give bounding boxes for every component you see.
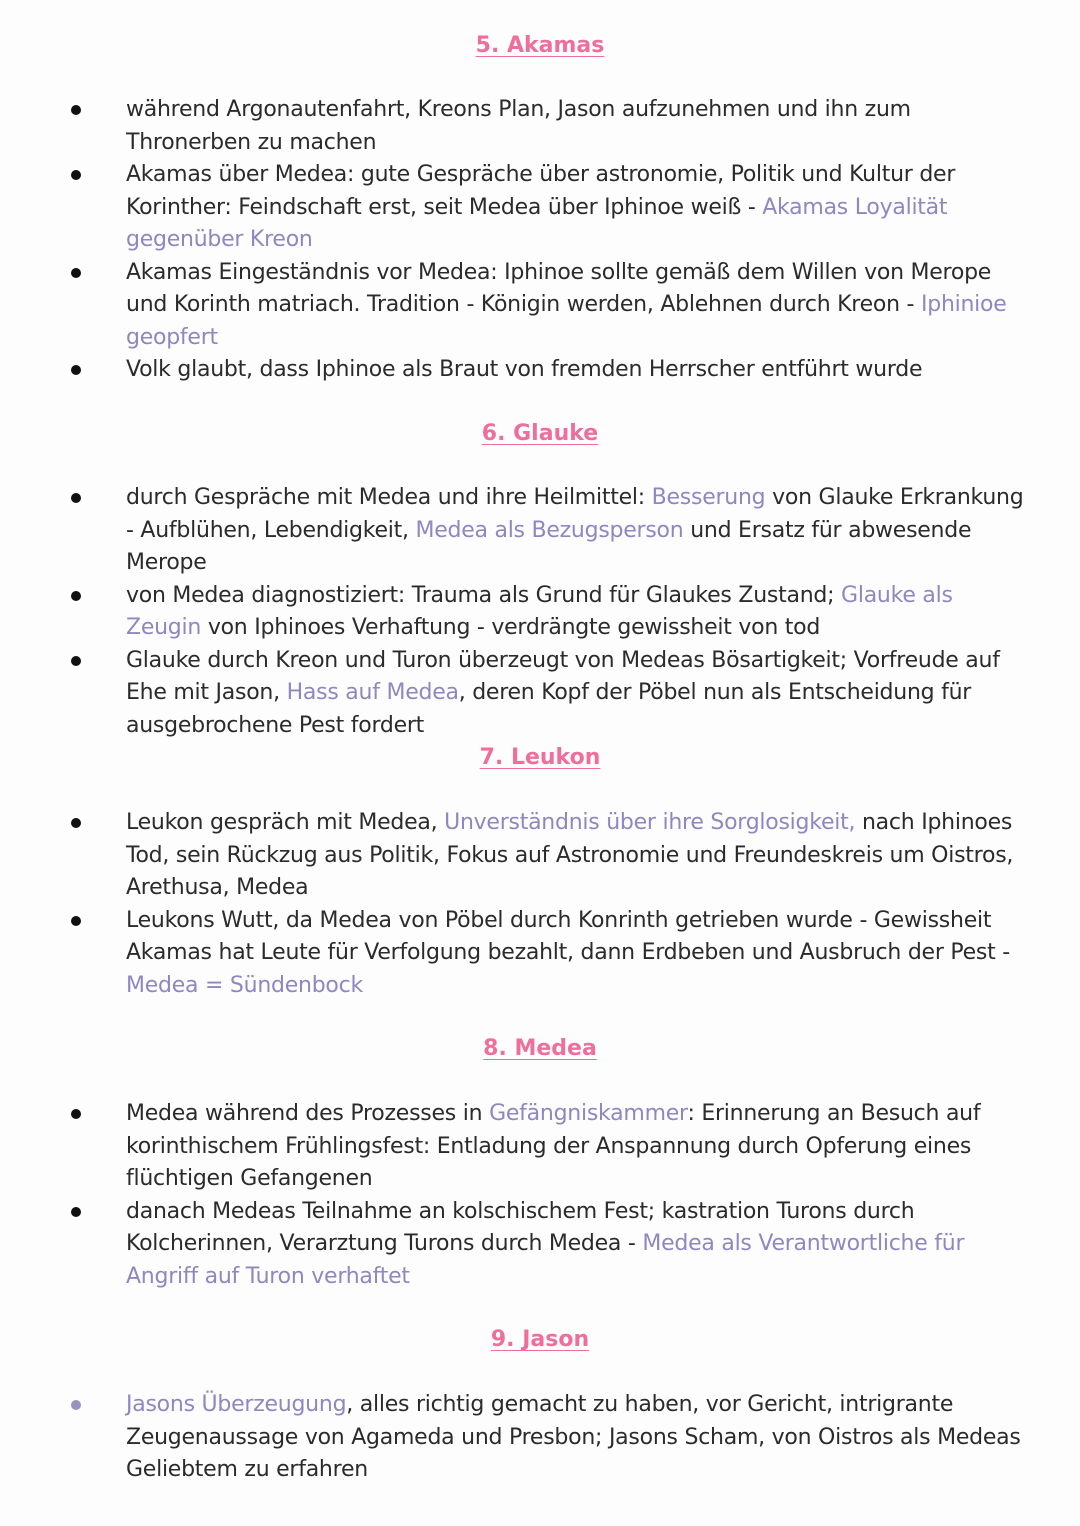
bullet-list (0, 482, 1080, 742)
list-item (0, 905, 1080, 1003)
section-leukon (0, 742, 1080, 1002)
highlighted-text: Gefängniskammer (489, 1101, 688, 1126)
bullet-icon (71, 818, 81, 828)
section-heading: 6. Glauke (481, 421, 599, 446)
highlighted-text: Akamas Loyalität gegenüber Kreon (126, 194, 948, 252)
bullet-icon (71, 656, 81, 666)
highlighted-text: Glauke als Zeugin (126, 582, 953, 640)
bullet-text: von Medea diagnostiziert: Trauma als Grund für Glaukes Zustand; (126, 582, 842, 608)
bullet-text: , alles richtig gemacht zu haben, vor Gericht, intrigrante Zeugenaussage von Agameda und Presbon; Jasons Scham, von Oistros als Medeas Geliebtem zu erfahren (126, 1392, 1021, 1482)
list-item (0, 257, 1080, 355)
bullet-text: durch Gespräche mit Medea und ihre Heilmittel: (126, 485, 652, 510)
list-item (0, 645, 1080, 743)
bullet-list (0, 94, 1080, 387)
bullet-icon (71, 365, 81, 375)
section-heading: 7. Leukon (479, 745, 601, 770)
bullet-text: , deren Kopf der Pöbel nun als Entscheidung für ausgebrochene Pest fordert (126, 680, 972, 738)
bullet-icon (71, 268, 81, 278)
highlighted-text: Medea als Bezugsperson (415, 517, 684, 543)
section-jason (0, 1324, 1080, 1487)
list-item (0, 1196, 1080, 1294)
section-heading: 5. Akamas (475, 33, 605, 58)
bullet-text: Medea während des Prozesses in (126, 1101, 490, 1126)
bullet-text: während Argonautenfahrt, Kreons Plan, Jason aufzunehmen und ihn zum Thronerben zu machen (126, 97, 911, 155)
list-item (0, 159, 1080, 257)
bullet-icon (71, 916, 81, 926)
bullet-text: Akamas über Medea: gute Gespräche über astronomie, Politik und Kultur der Korinther: Feindschaft erst, seit Medea über Iphinoe weiß - (126, 162, 956, 220)
list-item (0, 1098, 1080, 1196)
highlighted-text: Medea als Verantwortliche für Angriff auf Turon verhaftet (126, 1231, 965, 1289)
list-item (0, 807, 1080, 905)
highlighted-text: Iphinioe geopfert (126, 292, 1007, 350)
highlighted-text: Medea = Sündenbock (126, 972, 363, 998)
section-medea (0, 1033, 1080, 1293)
list-item (0, 1389, 1080, 1487)
bullet-list (0, 1389, 1080, 1487)
bullet-icon (71, 105, 81, 115)
section-glauke (0, 418, 1080, 742)
bullet-text: nach Iphinoes Tod, sein Rückzug aus Politik, Fokus auf Astronomie und Freundeskreis um Oistros, Arethusa, Medea (126, 810, 1014, 900)
bullet-list (0, 1098, 1080, 1293)
bullet-text: von Glauke Erkrankung - Aufblühen, Lebendigkeit, (126, 485, 1024, 543)
bullet-icon (71, 1207, 81, 1217)
bullet-icon (71, 591, 81, 601)
bullet-text: Leukons Wutt, da Medea von Pöbel durch Konrinth getrieben wurde - Gewissheit Akamas hat Leute für Verfolgung bezahlt, dann Erdbeben und Ausbruch der Pest - (126, 907, 1010, 965)
highlighted-text: Unverständnis über ihre Sorglosigkeit, (444, 810, 856, 835)
list-item (0, 94, 1080, 159)
bullet-text: Volk glaubt, dass Iphinoe als Braut von fremden Herrscher entführt wurde (126, 357, 923, 382)
highlighted-text: Besserung (651, 485, 766, 510)
bullet-icon (71, 1400, 81, 1410)
bullet-text: danach Medeas Teilnahme an kolschischem Fest; kastration Turons durch Kolcherinnen, Verarztung Turons durch Medea - (126, 1198, 915, 1256)
bullet-icon (71, 493, 81, 503)
highlighted-text: Hass auf Medea (286, 680, 459, 705)
bullet-text: : Erinnerung an Besuch auf korinthischem Frühlingsfest: Entladung der Anspannung durch Opferung eines flüchtigen Gefangenen (126, 1101, 981, 1191)
bullet-text: Leukon gespräch mit Medea, (126, 810, 445, 835)
section-akamas (0, 30, 1080, 387)
bullet-text: Glauke durch Kreon und Turon überzeugt von Medeas Bösartigkeit; Vorfreude auf Ehe mit Jason, (126, 647, 1000, 705)
section-heading: 9. Jason (490, 1327, 590, 1352)
list-item (0, 580, 1080, 645)
bullet-list (0, 807, 1080, 1002)
bullet-icon (71, 1109, 81, 1119)
bullet-text: Akamas Eingeständnis vor Medea: Iphinoe sollte gemäß dem Willen von Merope und Korinth matriach. Tradition - Königin werden, Ablehnen durch Kreon - (126, 259, 992, 317)
bullet-icon (71, 170, 81, 180)
list-item (0, 482, 1080, 580)
section-heading: 8. Medea (483, 1036, 597, 1061)
highlighted-text: Jasons Überzeugung (126, 1392, 347, 1417)
bullet-text: und Ersatz für abwesende Merope (126, 517, 972, 575)
bullet-text: von Iphinoes Verhaftung - verdrängte gewissheit von tod (201, 615, 821, 640)
list-item (0, 354, 1080, 387)
